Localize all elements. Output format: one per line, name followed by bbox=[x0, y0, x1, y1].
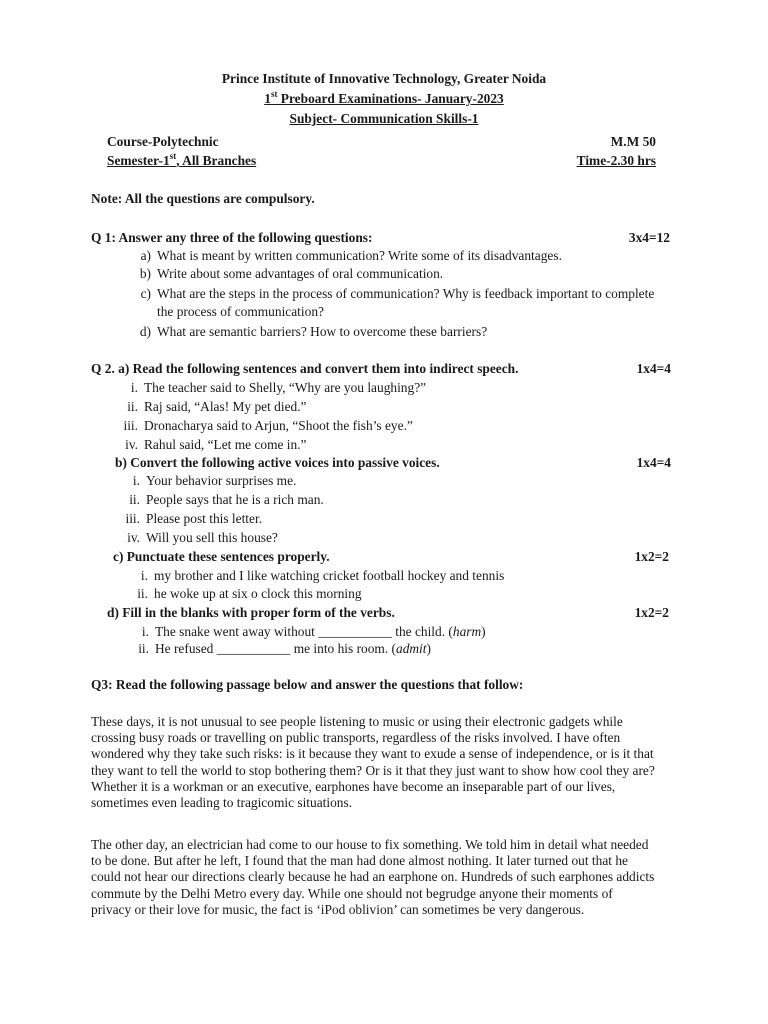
question-text: Rahul said, “Let me come in.” bbox=[144, 437, 307, 452]
q2a-marks: 1x4=4 bbox=[636, 361, 671, 376]
passage-line: The other day, an electrician had come to our house to fix something. We told him in detail what needed bbox=[91, 837, 649, 852]
list-marker: d) bbox=[139, 324, 151, 339]
list-marker: i. bbox=[140, 568, 148, 583]
passage-line: crossing busy roads or travelling on public transports, regardless of the risks involved. I have often bbox=[91, 730, 621, 746]
list-marker: ii. bbox=[129, 492, 140, 507]
semester-branches: , All Branches bbox=[176, 153, 257, 168]
q2b-marks: 1x4=4 bbox=[636, 455, 671, 470]
q2a-item-iv bbox=[114, 436, 307, 454]
question-text: What are semantic barriers? How to overcome these barriers? bbox=[157, 324, 488, 339]
q2c-title: c) Punctuate these sentences properly. bbox=[113, 549, 330, 564]
question-text: Write about some advantages of oral communication. bbox=[157, 266, 444, 281]
q2d-item-i bbox=[125, 623, 486, 641]
institute-name: Prince Institute of Innovative Technology, Greater Noida bbox=[221, 71, 547, 86]
list-marker: i. bbox=[132, 473, 140, 488]
passage-paragraph-1 bbox=[91, 714, 681, 811]
q2d-marks: 1x2=2 bbox=[634, 605, 669, 620]
q1-item-a bbox=[127, 247, 562, 265]
semester-label bbox=[107, 152, 256, 170]
q2b-item-i bbox=[116, 472, 296, 490]
question-text: The teacher said to Shelly, “Why are you laughing?” bbox=[144, 380, 427, 395]
passage-line: sometimes even leading to tragicomic situations. bbox=[91, 795, 353, 811]
question-text: What is meant by written communication? Write some of its disadvantages. bbox=[157, 248, 562, 263]
q1-item-b bbox=[127, 265, 443, 283]
question-text: he woke up at six o clock this morning bbox=[154, 586, 362, 601]
passage-line: Whether it is a workman or an executive, earphones have become an inseparable part of our lives, bbox=[91, 778, 616, 794]
q2c-marks: 1x2=2 bbox=[634, 549, 669, 564]
passage-line: wondered why they take such risks: is it because they want to exude a sense of independence, or is it that bbox=[91, 746, 654, 762]
question-text: Raj said, “Alas! My pet died.” bbox=[144, 399, 307, 414]
q1-item-c-continued: the process of communication? bbox=[157, 304, 324, 319]
question-text: Dronacharya said to Arjun, “Shoot the fish’s eye.” bbox=[144, 418, 413, 433]
question-text: What are the steps in the process of communication? Why is feedback important to complete bbox=[157, 286, 655, 301]
q2b-title: b) Convert the following active voices into passive voices. bbox=[115, 455, 440, 470]
q2c-item-ii bbox=[124, 585, 362, 603]
question-text: Will you sell this house? bbox=[146, 530, 278, 545]
question-text: People says that he is a rich man. bbox=[146, 492, 324, 507]
q2d-item-ii bbox=[125, 640, 431, 658]
passage-paragraph-2 bbox=[91, 837, 681, 918]
q2a-item-iii bbox=[114, 417, 413, 435]
q2b-item-ii bbox=[116, 491, 324, 509]
list-marker: ii. bbox=[127, 399, 138, 414]
exam-title bbox=[0, 90, 768, 108]
passage-line: they want to tell the world to stop bothering them? Or is it that they just want to show how cool they are? bbox=[91, 762, 655, 778]
verb-hint: admit bbox=[396, 641, 427, 656]
list-marker: iii. bbox=[123, 418, 138, 433]
list-marker: iv. bbox=[125, 437, 138, 452]
question-text: Your behavior surprises me. bbox=[146, 473, 297, 488]
q2a-title: Q 2. a) Read the following sentences and convert them into indirect speech. bbox=[91, 361, 519, 376]
q1-item-c bbox=[127, 285, 654, 303]
passage-line: could not hear our directions clearly because he had an earphone on. Hundreds of such earphones addicts bbox=[91, 869, 655, 885]
subject-title: Subject- Communication Skills-1 bbox=[289, 111, 479, 126]
semester-superscript: st bbox=[169, 150, 177, 161]
passage-line: commute by the Delhi Metro every day. While one should not begrudge anyone their moments of bbox=[91, 885, 613, 901]
list-marker: i. bbox=[130, 380, 138, 395]
question-text: my brother and I like watching cricket football hockey and tennis bbox=[154, 568, 505, 583]
exam-title-number: 1 bbox=[264, 91, 271, 106]
q2d-title: d) Fill in the blanks with proper form of the verbs. bbox=[107, 605, 395, 620]
time-allowed: Time-2.30 hrs bbox=[576, 153, 656, 168]
exam-title-superscript: st bbox=[270, 88, 278, 99]
semester-text: Semester-1 bbox=[107, 153, 170, 168]
closing-paren: ) bbox=[426, 641, 431, 656]
q2c-item-i bbox=[124, 567, 504, 585]
exam-title-text: Preboard Examinations- January-2023 bbox=[277, 91, 504, 106]
list-marker: b) bbox=[139, 266, 151, 281]
course-label: Course-Polytechnic bbox=[107, 134, 219, 149]
q2a-item-i bbox=[114, 379, 426, 397]
q2a-item-ii bbox=[114, 398, 307, 416]
list-marker: ii. bbox=[138, 641, 149, 656]
q3-title: Q3: Read the following passage below and answer the questions that follow: bbox=[91, 677, 524, 692]
verb-hint: harm bbox=[452, 624, 482, 639]
list-marker: ii. bbox=[137, 586, 148, 601]
list-marker: iii. bbox=[125, 511, 140, 526]
passage-line: privacy or their love for music, the fact is ‘iPod oblivion’ can sometimes be very dangerous. bbox=[91, 901, 585, 917]
q1-title: Q 1: Answer any three of the following questions: bbox=[91, 230, 373, 245]
max-marks: M.M 50 bbox=[610, 134, 656, 149]
list-marker: c) bbox=[140, 286, 151, 301]
passage-line: to be done. But after he left, I found that the man had done almost nothing. It later turned out that he bbox=[91, 853, 628, 869]
list-marker: iv. bbox=[127, 530, 140, 545]
question-text: The snake went away without ___________ the child. ( bbox=[155, 624, 453, 639]
question-text: Please post this letter. bbox=[146, 511, 263, 526]
closing-paren: ) bbox=[481, 624, 486, 639]
question-text: He refused ___________ me into his room. ( bbox=[155, 641, 396, 656]
q2b-item-iii bbox=[116, 510, 262, 528]
q1-marks: 3x4=12 bbox=[628, 230, 670, 245]
q2b-item-iv bbox=[116, 529, 278, 547]
q1-item-d bbox=[127, 323, 487, 341]
list-marker: a) bbox=[140, 248, 151, 263]
note: Note: All the questions are compulsory. bbox=[91, 191, 315, 206]
list-marker: i. bbox=[141, 624, 149, 639]
passage-line: These days, it is not unusual to see people listening to music or using their electronic gadgets while bbox=[91, 714, 623, 729]
